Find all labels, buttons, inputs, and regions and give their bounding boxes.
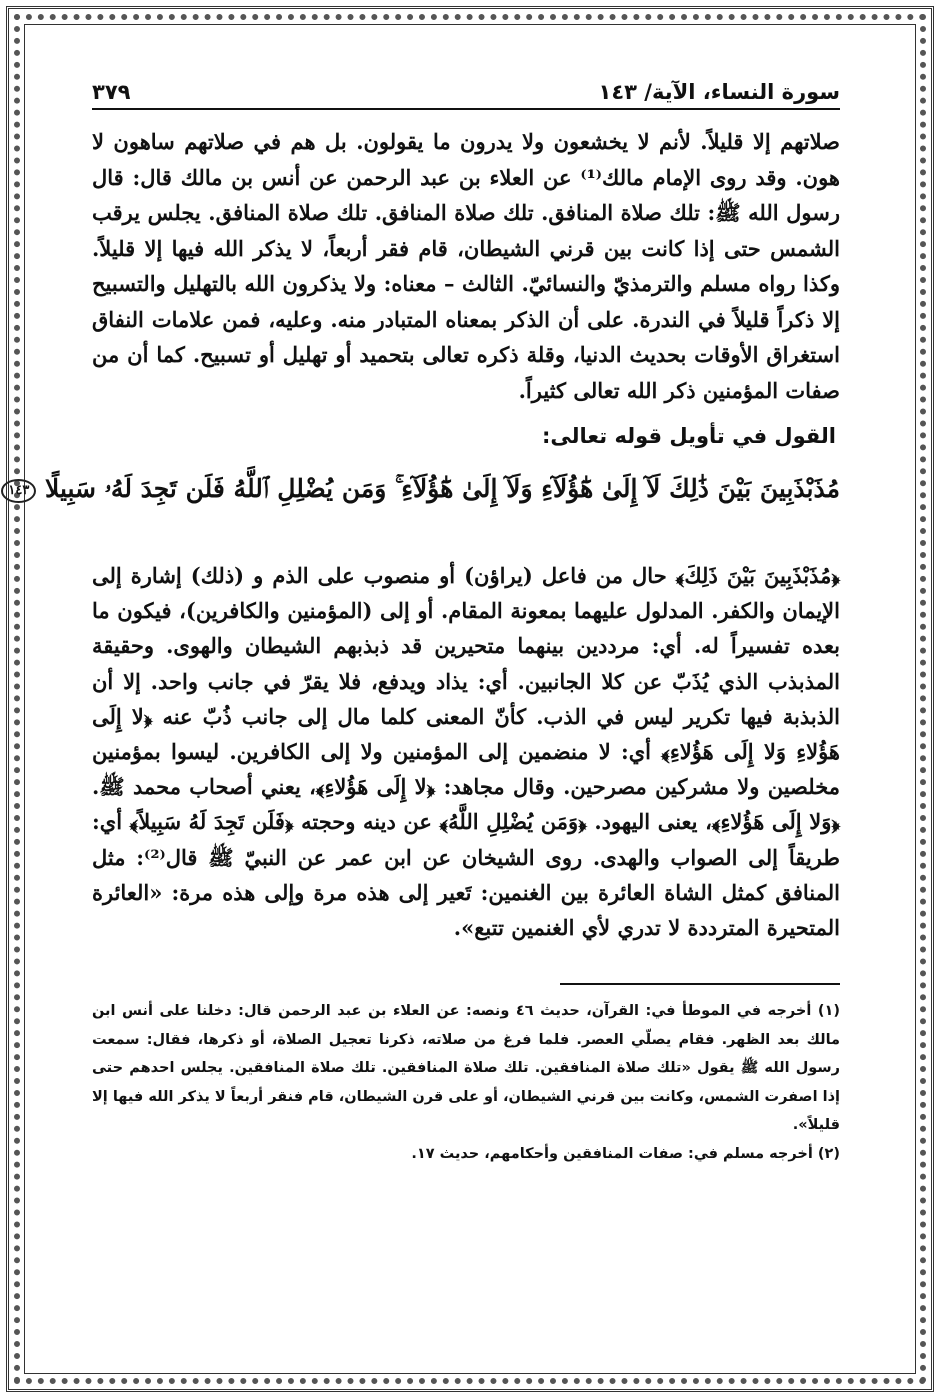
footnotes	[92, 997, 840, 1168]
page-number: ٣٧٩	[92, 80, 131, 104]
footnote	[92, 997, 840, 1140]
footnote	[92, 1140, 840, 1169]
footnote-text: أخرجه مسلم في: صفات المنافقين وأحكامهم، حديث ١٧.	[411, 1145, 813, 1162]
footnote-number: (٢)	[817, 1145, 840, 1162]
running-title: سورة النساء، الآية/ ١٤٣	[598, 80, 840, 104]
section-heading: القول في تأويل قوله تعالى:	[542, 424, 836, 448]
footnote-text: أخرجه في الموطأ في: القرآن، حديث ٤٦ ونصه: عن العلاء بن عبد الرحمن قال: دخلنا على أنس ابن مالك بعد الظهر. فقام يصلّي العصر. فلما فرغ من صلاته، ذكرنا تعجيل الصلاة، أو ذكرها، فقال: سمعت رسول الله ﷺ يقول «تلك صلاة المنافقين. تلك صلاة المنافقين. تلك صلاة المنافقين. يجلس احدهم حتى إذا اصفرت الشمس، وكانت بين قرني الشيطان، أو على قرن الشيطان، قام فنقر أربعاً لا يذكر الله فيها إلا قليلاً».	[92, 1003, 840, 1134]
quran-verse	[8, 460, 840, 518]
page-content	[8, 70, 841, 1168]
verse-number-medallion: ١٤٣	[1, 479, 36, 503]
running-header	[92, 70, 840, 110]
commentary-paragraph: ﴿مُذَبْذَبِينَ بَيْنَ ذَلِكَ﴾ حال من فاعل (يراؤن) أو منصوب على الذم و (ذلك) إشارة إلى الإيمان والكفر. المدلول عليهما بمعونة المقام. أو إلى (المؤمنين والكافرين)، فيكون ما بعده تفسيراً له. أي: مرددين بينهما متحيرين قد ذبذبهم الشيطان والهوى. وحقيقة المذبذب الذي يُذَبّ عن كلا الجانبين. أي: يذاد ويدفع، فلا يقرّ في جانب واحد. إلا أن الذبذبة فيها تكرير ليس في الذب. كأنّ المعنى كلما مال إلى جانب ذُبّ عنه ﴿لا إِلَى هَؤُلاءِ وَلا إِلَى هَؤُلاءِ﴾ أي: لا منضمين إلى المؤمنين ولا إلى الكافرين. ليسوا بمؤمنين مخلصين ولا مشركين مصرحين. وقال مجاهد: ﴿لا إِلَى هَؤُلاءِ﴾، يعني أصحاب محمد ﷺ. ﴿وَلا إِلَى هَؤُلاءِ﴾، يعنى اليهود. ﴿وَمَن يُضْلِلِ اللَّهُ﴾ عن دينه وحجته ﴿فَلَن تَجِدَ لَهُ سَبِيلاً﴾ أي: طريقاً إلى الصواب والهدى. روى الشيخان عن ابن عمر عن النبيّ ﷺ قال⁽²⁾: مثل المنافق كمثل الشاة العائرة بين الغنمين: تَعير إلى هذه مرة وإلى هذه مرة: «العائرة المتحيرة المترددة لا تدري لأي الغنمين تتبع».	[92, 563, 840, 941]
verse-text: مُذَبْذَبِينَ بَيْنَ ذَٰلِكَ لَآ إِلَىٰ هَٰٓؤُلَآءِ وَلَآ إِلَىٰ هَٰٓؤُلَآءِ ۚ وَمَن يُضْلِلِ ٱللَّهُ فَلَن تَجِدَ لَهُۥ سَبِيلًا	[45, 474, 840, 503]
main-text	[92, 124, 840, 408]
paragraph: صلاتهم إلا قليلاً. لأنم لا يخشعون ولا يدرون ما يقولون. بل هم في صلاتهم ساهون لا هون. وقد روى الإمام مالك⁽¹⁾ عن العلاء بن عبد الرحمن عن أنس بن مالك قال: قال رسول الله ﷺ: تلك صلاة المنافق. تلك صلاة المنافق. تلك صلاة المنافق. يجلس يرقب الشمس حتى إذا كانت بين قرني الشيطان، قام فقر أربعاً، لا يذكر الله فيها إلا قليلاً. وكذا رواه مسلم والترمذيّ والنسائيّ. الثالث – معناه: ولا يذكرون الله بالتهليل والتسبيح إلا ذكراً قليلاً في الندرة. على أن الذكر بمعناه المتبادر منه. وعليه، فمن علامات النفاق استغراق الأوقات بحديث الدنيا، وقلة ذكره تعالى بتحميد أو تهليل أو تسبيح. كما أن من صفات المؤمنين ذكر الله تعالى كثيراً.	[92, 129, 841, 403]
footnote-number: (١)	[817, 1003, 840, 1020]
footnote-separator	[560, 983, 840, 985]
commentary	[92, 558, 840, 945]
